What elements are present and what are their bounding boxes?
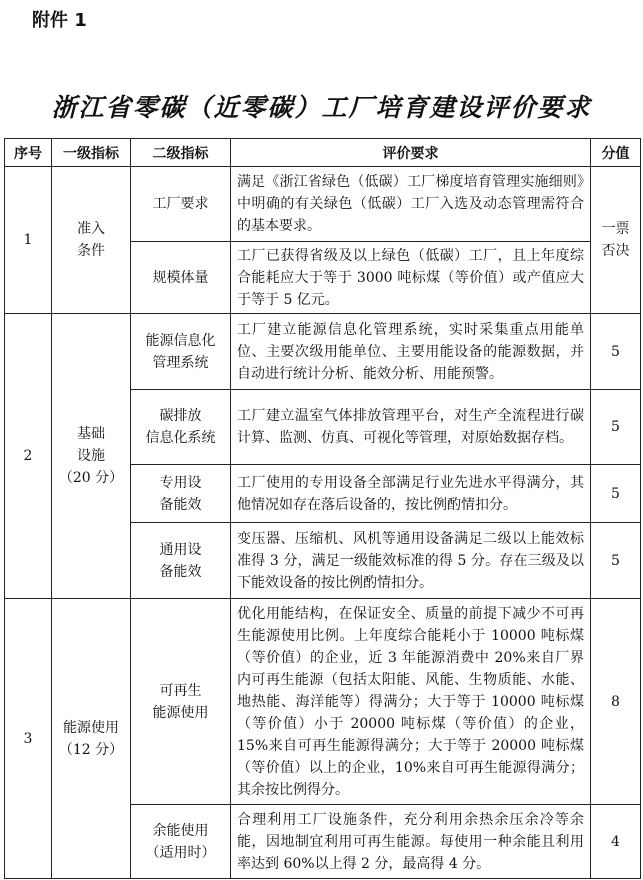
row-score: 5 bbox=[591, 390, 641, 465]
row-level2: 能源信息化 管理系统 bbox=[131, 314, 231, 390]
row-score: 5 bbox=[591, 523, 641, 599]
row-requirement: 工厂建立温室气体排放管理平台，对生产全流程进行碳计算、监测、仿真、可视化等管理，对原始数据存档。 bbox=[231, 390, 591, 465]
table-row bbox=[5, 599, 641, 805]
row-score: 一票 否决 bbox=[591, 167, 641, 314]
table-row bbox=[5, 314, 641, 390]
row-requirement: 工厂建立能源信息化管理系统，实时采集重点用能单位、主要次级用能单位、主要用能设备的能源数据，并自动进行统计分析、能效分析、用能预警。 bbox=[231, 314, 591, 390]
row-level2: 规模体量 bbox=[131, 242, 231, 314]
header-score: 分值 bbox=[591, 139, 641, 167]
row-level1: 能源使用 （12 分） bbox=[52, 599, 131, 879]
row-requirement: 满足《浙江省绿色（低碳）工厂梯度培育管理实施细则》中明确的有关绿色（低碳）工厂入选及动态管理需符合的基本要求。 bbox=[231, 167, 591, 242]
row-level2: 余能使用 （适用时） bbox=[131, 805, 231, 879]
table-header-row bbox=[5, 139, 641, 167]
row-score: 5 bbox=[591, 465, 641, 523]
row-level2: 专用设 备能效 bbox=[131, 465, 231, 523]
row-level1: 基础 设施 （20 分） bbox=[52, 314, 131, 599]
document-title: 浙江省零碳（近零碳）工厂培育建设评价要求 bbox=[51, 93, 592, 122]
row-requirement: 工厂使用的专用设备全部满足行业先进水平得满分，其他情况如存在落后设备的，按比例酌情扣分。 bbox=[231, 465, 591, 523]
row-requirement: 合理利用工厂设施条件，充分利用余热余压余冷等余能，因地制宜利用可再生能源。每使用一种余能且利用率达到 60%以上得 2 分，最高得 4 分。 bbox=[231, 805, 591, 879]
row-score: 5 bbox=[591, 314, 641, 390]
row-score: 8 bbox=[591, 599, 641, 805]
row-level2: 碳排放 信息化系统 bbox=[131, 390, 231, 465]
table-row bbox=[5, 167, 641, 242]
row-level2: 工厂要求 bbox=[131, 167, 231, 242]
row-requirement: 优化用能结构，在保证安全、质量的前提下减少不可再生能源使用比例。上年度综合能耗小于 10000 吨标煤（等价值）的企业，近 3 年能源消费中 20%来自厂界内可再生能源（包括太阳能、风能、生物质能、水能、地热能、海洋能等）得满分；大于等于 10000 吨标煤（等价值）小于 20000 吨标煤（等价值）的企业，15%来自可再生能源得满分；大于等于 20000 吨标煤（等价值）以上的企业，10%来自可再生能源得满分；其余按比例得分。 bbox=[231, 599, 591, 805]
row-seq: 2 bbox=[5, 314, 52, 599]
row-level2: 通用设 备能效 bbox=[131, 523, 231, 599]
row-requirement: 工厂已获得省级及以上绿色（低碳）工厂，且上年度综合能耗应大于等于 3000 吨标煤（等价值）或产值应大于等于 5 亿元。 bbox=[231, 242, 591, 314]
row-seq: 1 bbox=[5, 167, 52, 314]
evaluation-table bbox=[4, 138, 641, 879]
header-level2: 二级指标 bbox=[131, 139, 231, 167]
row-seq: 3 bbox=[5, 599, 52, 879]
row-level2: 可再生 能源使用 bbox=[131, 599, 231, 805]
row-level1: 准入 条件 bbox=[52, 167, 131, 314]
header-level1: 一级指标 bbox=[52, 139, 131, 167]
row-score: 4 bbox=[591, 805, 641, 879]
header-requirement: 评价要求 bbox=[231, 139, 591, 167]
header-seq: 序号 bbox=[5, 139, 52, 167]
row-requirement: 变压器、压缩机、风机等通用设备满足二级以上能效标准得 3 分，满足一级能效标准的得 5 分。存在三级及以下能效设备的按比例酌情扣分。 bbox=[231, 523, 591, 599]
attachment-label: 附件 1 bbox=[32, 10, 87, 31]
